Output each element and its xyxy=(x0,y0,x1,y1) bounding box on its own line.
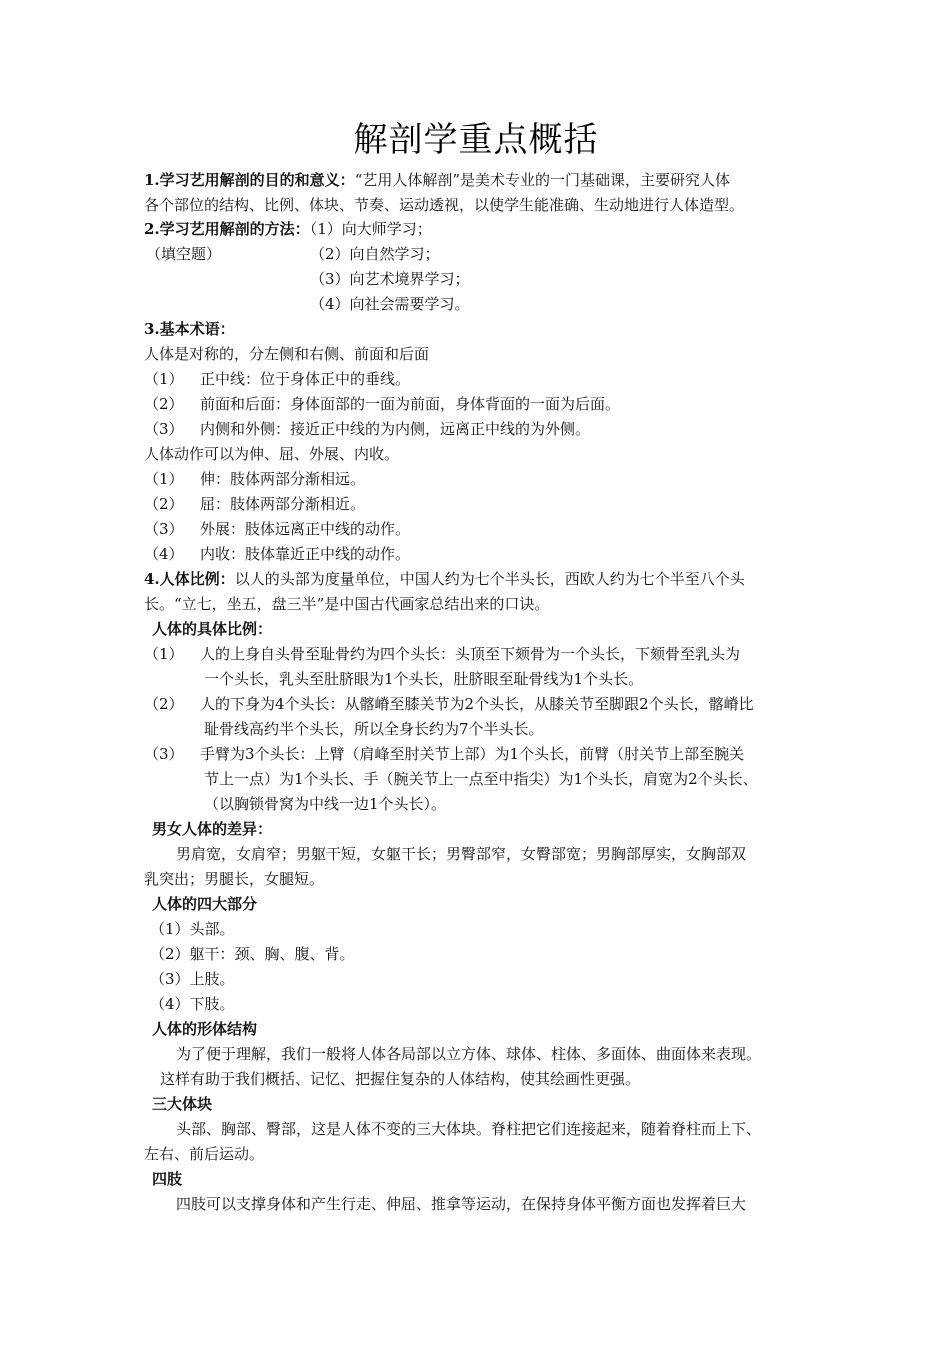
section-4-line-1 xyxy=(144,567,816,592)
four-parts-item: （1）头部。 xyxy=(150,920,235,938)
proportion-number: （1） xyxy=(144,645,184,663)
four-parts-item: （4）下肢。 xyxy=(150,995,235,1013)
page-title: 解剖学重点概括 xyxy=(353,120,599,160)
section-4-line-2: 长。“立七，坐五，盘三半”是中国古代画家总结出来的口诀。 xyxy=(144,595,550,613)
section-1-line-2: 各个部位的结构、比例、体块、节奏、运动透视，以使学生能准确、生动地进行人体造型。 xyxy=(144,196,745,214)
method-4: （4）向社会需要学习。 xyxy=(310,295,470,313)
form-structure-text: 为了便于理解，我们一般将人体各局部以立方体、球体、柱体、多面体、曲面体来表现。 xyxy=(176,1045,762,1063)
method-3: （3）向艺术境界学习； xyxy=(310,270,470,288)
terms-intro-1: 人体是对称的，分左侧和右侧、前面和后面 xyxy=(144,345,430,363)
gender-diff-heading: 男女人体的差异： xyxy=(152,820,273,838)
term-item xyxy=(144,392,816,417)
form-structure-text-cont: 这样有助于我们概括、记忆、把握住复杂的人体结构，使其绘画性更强。 xyxy=(160,1070,641,1088)
proportion-text: 手臂为3个头长：上臂（肩峰至肘关节上部）为1个头长，前臂（肘关节上部至腕关 xyxy=(200,745,745,763)
gender-diff-text-cont: 乳突出；男腿长，女腿短。 xyxy=(144,870,325,888)
section-2-heading: 2.学习艺用解剖的方法 xyxy=(144,220,295,238)
proportion-number: （2） xyxy=(144,695,184,713)
term-text: 内侧和外侧：接近正中线的为内侧，远离正中线的为外侧。 xyxy=(200,420,591,438)
term-text: 屈：肢体两部分渐相近。 xyxy=(200,495,366,513)
proportion-item xyxy=(144,692,816,717)
three-blocks-heading: 三大体块 xyxy=(152,1095,213,1113)
term-item xyxy=(144,492,816,517)
proportion-item xyxy=(144,742,816,767)
proportion-text: 人的上身自头骨至耻骨约为四个头长：头顶至下颏骨为一个头长，下颏骨至乳头为 xyxy=(200,645,741,663)
four-parts-heading: 人体的四大部分 xyxy=(152,895,258,913)
four-parts-item: （3）上肢。 xyxy=(150,970,235,988)
proportion-number: （3） xyxy=(144,745,184,763)
term-item xyxy=(144,367,816,392)
term-number: （2） xyxy=(144,395,184,413)
term-item xyxy=(144,417,816,442)
term-number: （4） xyxy=(144,545,184,563)
term-number: （1） xyxy=(144,370,184,388)
fill-blank-note: （填空题） xyxy=(146,245,222,263)
proportion-item xyxy=(144,642,816,667)
term-text: 前面和后面：身体面部的一面为前面，身体背面的一面为后面。 xyxy=(200,395,621,413)
gender-diff-text: 男肩宽，女肩窄；男躯干短，女躯干长；男臀部窄，女臀部宽；男胸部厚实，女胸部双 xyxy=(176,845,747,863)
term-number: （2） xyxy=(144,495,184,513)
method-1: （1）向大师学习； xyxy=(309,220,432,238)
limbs-heading: 四肢 xyxy=(152,1170,183,1188)
term-text: 正中线：位于身体正中的垂线。 xyxy=(200,370,411,388)
term-item xyxy=(144,542,816,567)
proportion-text-cont: 耻骨线高约半个头长，所以全身长约为7个半头长。 xyxy=(204,720,544,738)
limbs-text: 四肢可以支撑身体和产生行走、伸屈、推拿等运动，在保持身体平衡方面也发挥着巨大 xyxy=(176,1195,747,1213)
term-number: （3） xyxy=(144,520,184,538)
proportion-text-cont: 节上一点）为1个头长、手（腕关节上一点至中指尖）为1个头长，肩宽为2个头长、 xyxy=(204,770,758,788)
section-4-heading: 4.人体比例 xyxy=(144,570,220,588)
method-2: （2）向自然学习； xyxy=(310,245,440,263)
term-number: （3） xyxy=(144,420,184,438)
terms-intro-2: 人体动作可以为伸、屈、外展、内收。 xyxy=(144,445,400,463)
proportion-text-cont: 一个头长，乳头至肚脐眼为1个头长，肚脐眼至耻骨线为1个头长。 xyxy=(204,670,644,688)
section-2-colon: ： xyxy=(294,220,310,238)
term-number: （1） xyxy=(144,470,184,488)
section-3-heading: 3.基本术语： xyxy=(144,320,235,338)
section-1-heading: 1.学习艺用解剖的目的和意义 xyxy=(144,171,340,189)
term-text: 外展：肢体远离正中线的动作。 xyxy=(200,520,411,538)
term-text: 内收：肢体靠近正中线的动作。 xyxy=(200,545,411,563)
section-1-text: “艺用人体解剖”是美术专业的一门基础课，主要研究人体 xyxy=(354,171,731,189)
section-1-colon: ： xyxy=(339,171,355,189)
proportion-text-cont: （以胸锁骨窝为中线一边1个头长）。 xyxy=(204,795,447,813)
proportion-text: 人的下身为4个头长：从髂嵴至膝关节为2个头长，从膝关节至脚跟2个头长，髂嵴比 xyxy=(200,695,754,713)
three-blocks-text: 头部、胸部、臀部，这是人体不变的三大体块。脊柱把它们连接起来，随着脊柱而上下、 xyxy=(176,1120,762,1138)
section-4-colon: ： xyxy=(219,570,235,588)
term-item xyxy=(144,467,816,492)
section-2-line-1 xyxy=(144,217,816,242)
proportion-subheading: 人体的具体比例： xyxy=(152,620,273,638)
term-text: 伸：肢体两部分渐相远。 xyxy=(200,470,366,488)
section-4-text: 以人的头部为度量单位，中国人约为七个半头长，西欧人约为七个半至八个头 xyxy=(234,570,745,588)
section-1-line-1 xyxy=(144,168,816,193)
form-structure-heading: 人体的形体结构 xyxy=(152,1020,258,1038)
four-parts-item: （2）躯干：颈、胸、腹、背。 xyxy=(150,945,355,963)
three-blocks-text-cont: 左右、前后运动。 xyxy=(144,1145,265,1163)
term-item xyxy=(144,517,816,542)
